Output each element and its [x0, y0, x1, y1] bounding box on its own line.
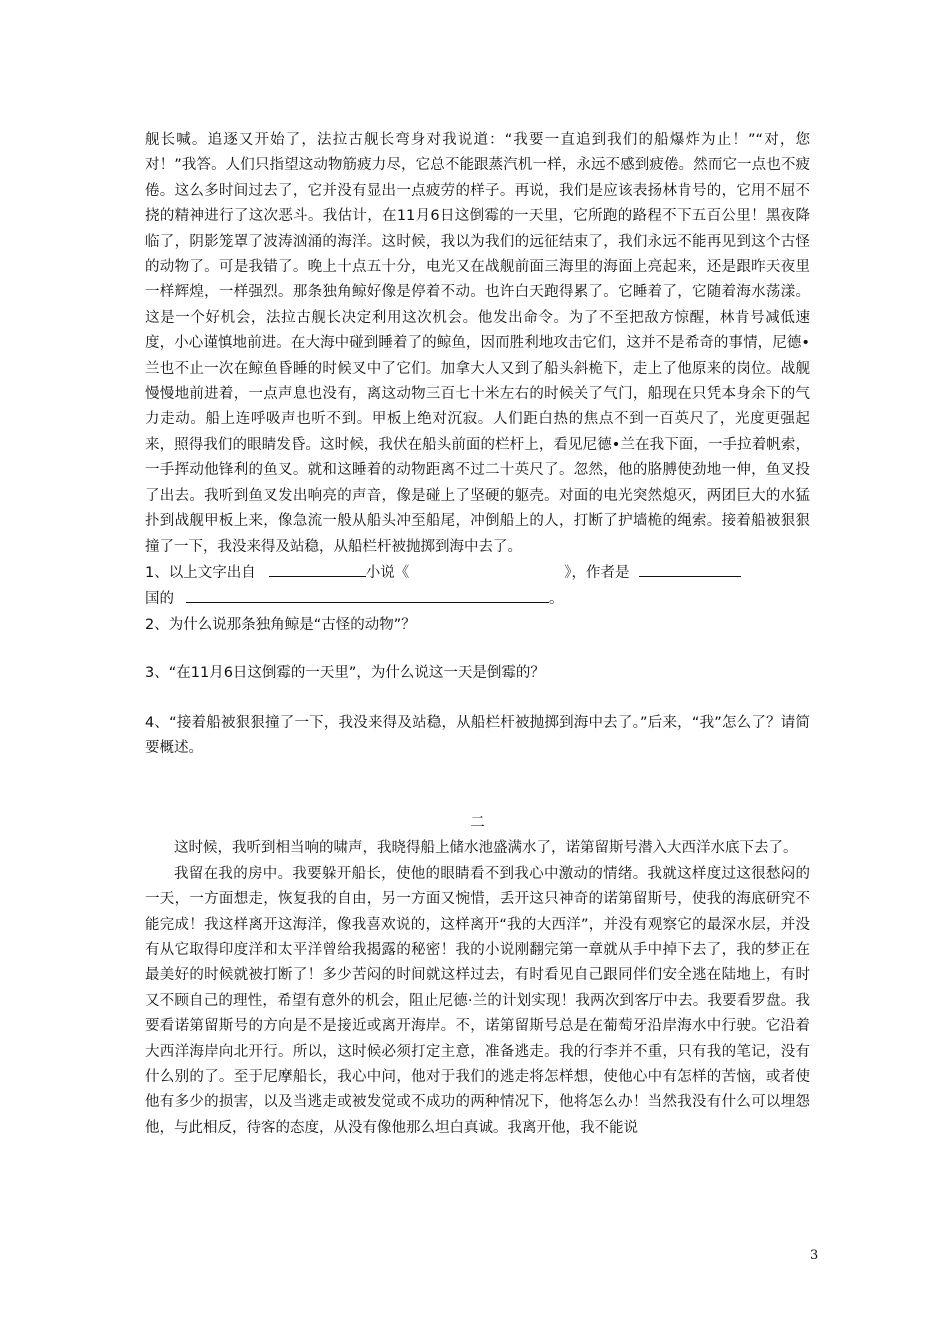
answer-blank-2[interactable]: [639, 560, 741, 577]
answer-space-2[interactable]: [145, 638, 810, 661]
question-4: 4、“接着船被狠狠撞了一下，我没来得及站稳，从船栏杆被抛掷到海中去了。”后来，“我”怎么了？请简要概述。: [145, 714, 810, 756]
answer-blank-1[interactable]: [269, 560, 366, 577]
question-1-prefix: 1、以上文字出自: [145, 564, 256, 581]
question-3: 3、“在11月6日这倒霉的一天里”，为什么说这一天是倒霉的？: [145, 665, 545, 682]
answer-blank-3[interactable]: [186, 586, 549, 603]
answer-space-3[interactable]: [145, 687, 810, 711]
document-content: [145, 128, 810, 1141]
passage-one-text: 舰长喊。追逐又开始了，法拉古舰长弯身对我说道：“我要一直追到我们的船爆炸为止！”“对，您对！”我答。人们只指望这动物筋疲力尽，它总不能跟蒸汽机一样，永远不感到疲倦。然而它一点也不疲倦。这么多时间过去了，它并没有显出一点疲劳的样子。再说，我们是应该表扬林肯号的，它用不屈不挠的精神进行了这次恶斗。我估计，在11月6日这倒霉的一天里，它所跑的路程不下五百公里！黑夜降临了，阴影笼罩了波涛汹涌的海洋。这时候，我以为我们的远征结束了，我们永远不能再见到这个古怪的动物了。可是我错了。晚上十点五十分，电光又在战舰前面三海里的海面上亮起来，还是跟昨天夜里一样辉煌，一样强烈。那条独角鲸好像是停着不动。也许白天跑得累了。它睡着了，它随着海水荡漾。这是一个好机会，法拉古舰长决定利用这次机会。他发出命令。为了不至把敌方惊醒，林肯号减低速度，小心谨慎地前进。在大海中碰到睡着了的鲸鱼，因而胜利地攻击它们，这并不是希奇的事情，尼德•兰也不止一次在鲸鱼昏睡的时候叉中了它们。加拿大人又到了船头斜桅下，走上了他原来的岗位。战舰慢慢地前进着，一点声息也没有，离这动物三百七十米左右的时候关了气门，船现在只凭本身余下的气力走动。船上连呼吸声也听不到。甲板上绝对沉寂。人们距白热的焦点不到一百英尺了，光度更强起来，照得我们的眼睛发昏。这时候，我伏在船头前面的栏杆上，看见尼德•兰在我下面，一手拉着帆索，一手挥动他锋利的鱼叉。就和这睡着的动物距离不过二十英尺了。忽然，他的胳膊使劲地一伸，鱼叉投了出去。我听到鱼叉发出响亮的声音，像是碰上了坚硬的躯壳。对面的电光突然熄灭，两团巨大的水猛扑到战舰甲板上来，像急流一般从船头冲至船尾，冲倒船上的人，打断了护墙桅的绳索。接着船被狠狠撞了一下，我没来得及站稳，从船栏杆被抛掷到海中去了。: [145, 132, 810, 555]
page-number: 3: [810, 1248, 819, 1263]
question-1-author: 》，作者是: [564, 564, 630, 581]
question-1: [145, 560, 810, 613]
section-two-paragraph-2: 我留在我的房中。我要躲开船长，使他的眼睛看不到我心中激动的情绪。我就这样度过这很愁闷的一天，一方面想走，恢复我的自由，另一方面又惋惜，丢开这只神奇的诺第留斯号，使我的海底研究不能完成！我这样离开这海洋，像我喜欢说的，这样离开“我的大西洋”，并没有观察它的最深水层，并没有从它取得印度洋和太平洋曾给我揭露的秘密！我的小说刚翻完第一章就从手中掉下去了，我的梦正在最美好的时候就被打断了！多少苦闷的时间就这样过去，有时看见自己跟同伴们安全逃在陆地上，有时又不顾自己的理性，希望有意外的机会，阻止尼德·兰的计划实现！我两次到客厅中去。我要看罗盘。我要看诺第留斯号的方向是不是接近或离开海岸。不，诺第留斯号总是在葡萄牙沿岸海水中行驶。它沿着大西洋海岸向北开行。所以，这时候必须打定主意，准备逃走。我的行李并不重，只有我的笔记，没有什么别的了。至于尼摩船长，我心中问，他对于我们的逃走将怎样想，使他心中有怎样的苦恼，或者使他有多少的损害，以及当逃走或被发觉或不成功的两种情况下，他将怎么办！当然我没有什么可以埋怨他，与此相反，待客的态度，从没有像他那么坦白真诚。我离开他，我不能说: [145, 865, 810, 1136]
question-2: 2、为什么说那条独角鲸是“古怪的动物”？: [145, 616, 416, 633]
question-1-novel-open: 小说《: [365, 564, 410, 581]
section-two-title: 二: [470, 815, 485, 832]
question-1-end: 。: [549, 591, 564, 608]
question-1-country: 国的: [145, 591, 174, 608]
section-two-paragraph-1: 这时候，我听到相当响的啸声，我晓得船上储水池盛满水了，诺第留斯号潜入大西洋水底下去了。: [174, 840, 798, 857]
